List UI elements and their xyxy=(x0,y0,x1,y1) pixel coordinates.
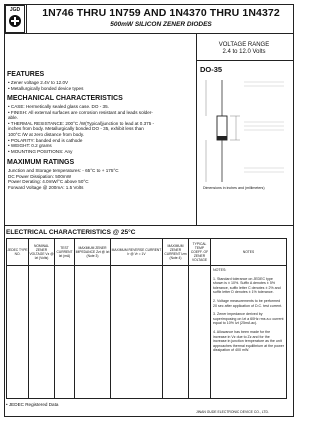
rating-item: Forward Voltage @ 200mA: 1.5 Volts xyxy=(8,184,84,190)
feature-item: • Metallurgically bonded device types xyxy=(8,85,84,91)
mechanical-item: able. xyxy=(8,115,18,121)
logo-symbol-icon xyxy=(9,15,21,27)
header-rule xyxy=(4,33,294,34)
note-item: 1. Standard tolerance on JEDEC type shown is ± 10%. Suffix A denotes ± 5% tolerance, suffix letter C denotes ± 2% and suffix letter D denotes ± 1% tolerance. xyxy=(213,276,281,295)
rating-item: Junction and Storage temperatures: - 65°C to + 175°C xyxy=(8,168,119,173)
package-outline-drawing xyxy=(200,78,288,188)
table-body-row xyxy=(7,266,287,399)
page-subtitle: 500mW SILICON ZENER DIODES xyxy=(110,21,212,28)
mechanical-item: 100°C /W at zero distance from body. xyxy=(8,131,85,137)
dimension-note: Dimensions in inches and (millimeters) xyxy=(203,186,265,190)
page-title: 1N746 THRU 1N759 AND 1N4370 THRU 1N4372 xyxy=(42,7,280,19)
ratings-list xyxy=(8,168,119,190)
table-cell-test-current xyxy=(55,266,75,399)
column-header: TEST CURRENT Izt (mA) xyxy=(55,239,75,266)
column-header: TYPICAL TEMP COEFF. OF ZENER VOLTAGE xyxy=(189,239,211,266)
mechanical-item: • CASE: Hermetically sealed glass case. DO - 35. xyxy=(8,104,109,109)
table-cell-voltage xyxy=(29,266,55,399)
mechanical-item: • FINISH: All external surfaces are corrosion resistant and leads solder- xyxy=(8,109,153,115)
company-logo xyxy=(5,5,25,33)
voltage-range-label: VOLTAGE RANGE xyxy=(218,42,270,48)
table-header-row xyxy=(7,239,287,266)
ratings-heading: MAXIMUM RATINGS xyxy=(7,159,75,166)
voltage-range-value: 2.4 to 12.0 Volts xyxy=(222,49,266,55)
features-heading: FEATURES xyxy=(7,71,45,78)
header-divider xyxy=(26,5,27,33)
table-cell-impedance xyxy=(75,266,111,399)
note-item: 4. Allowance has been made for the increase in Vz due to Zz and for the increase in junction temperature as the unit approaches thermal equilibrium at the power dissipation of 400 mW. xyxy=(213,329,284,353)
jedec-registered-note: • JEDEC Registered Data xyxy=(6,402,59,407)
mechanical-item: • POLARITY: banded end is cathode xyxy=(8,137,83,143)
rating-item: Power Derating: 4.0mW/°C above 50°C xyxy=(8,179,89,185)
electrical-characteristics-heading: ELECTRICAL CHARACTERISTICS @ 25°C xyxy=(6,229,136,236)
package-rule xyxy=(196,60,294,61)
mechanical-list xyxy=(8,104,154,154)
table-cell-temp-coeff xyxy=(189,266,211,399)
footer-company: JINAN GUDE ELECTRONIC DEVICE CO., LTD. xyxy=(196,410,269,414)
mechanical-item: inches from body. Metallurgically bonded DO - 35, exhibit less than xyxy=(8,126,144,132)
section-rule xyxy=(4,225,294,226)
mechanical-heading: MECHANICAL CHARACTERISTICS xyxy=(7,95,123,102)
table-cell-zener-current xyxy=(163,266,189,399)
rating-item: DC Power Dissipation: 500mW xyxy=(8,173,72,179)
column-header: MAXIMUM REVERSE CURRENT Ir @ Vr = 1V xyxy=(111,239,163,266)
column-header: MAXIMUM ZENER IMPEDANCE Zzt @ Izt (Note 3) xyxy=(75,239,111,266)
package-name: DO-35 xyxy=(200,65,223,74)
column-header: MAXIMUM ZENER CURRENT Izm (Note 4) xyxy=(163,239,189,266)
voltage-range xyxy=(198,42,290,56)
mechanical-item: • THERMAL RESISTANCE: 200°C /W(Typical)junction to lead at 0.375 - xyxy=(8,120,155,126)
feature-item: • Zener voltage 2.4V to 12.0V xyxy=(8,80,69,85)
electrical-characteristics-table xyxy=(6,238,287,399)
mechanical-item: • MOUNTING POSITIONS: Any xyxy=(8,148,73,154)
column-header: NOTES xyxy=(211,239,287,266)
column-header: JEDEC TYPE NO. xyxy=(7,239,29,266)
panel-divider xyxy=(196,33,197,225)
features-list xyxy=(8,80,83,91)
note-item: 3. Zener impedance derived by superimposing on Izt a 60Hz rms a.c current equal to 10% Izt (25mA ac). xyxy=(213,312,284,326)
table-cell-reverse-current xyxy=(111,266,163,399)
mechanical-item: • WEIGHT: 0.2 grams xyxy=(8,143,52,149)
note-item: 2. Voltage measurements to be performed 20 sec after application of D.C. test current. xyxy=(213,298,283,308)
column-header: NOMINAL ZENER VOLTAGE Vz @ Izt (Volts) xyxy=(29,239,55,266)
table-notes xyxy=(211,266,287,399)
note-heading: NOTES: xyxy=(213,268,227,272)
table-cell-type xyxy=(7,266,29,399)
logo-text: JGD xyxy=(9,7,21,13)
